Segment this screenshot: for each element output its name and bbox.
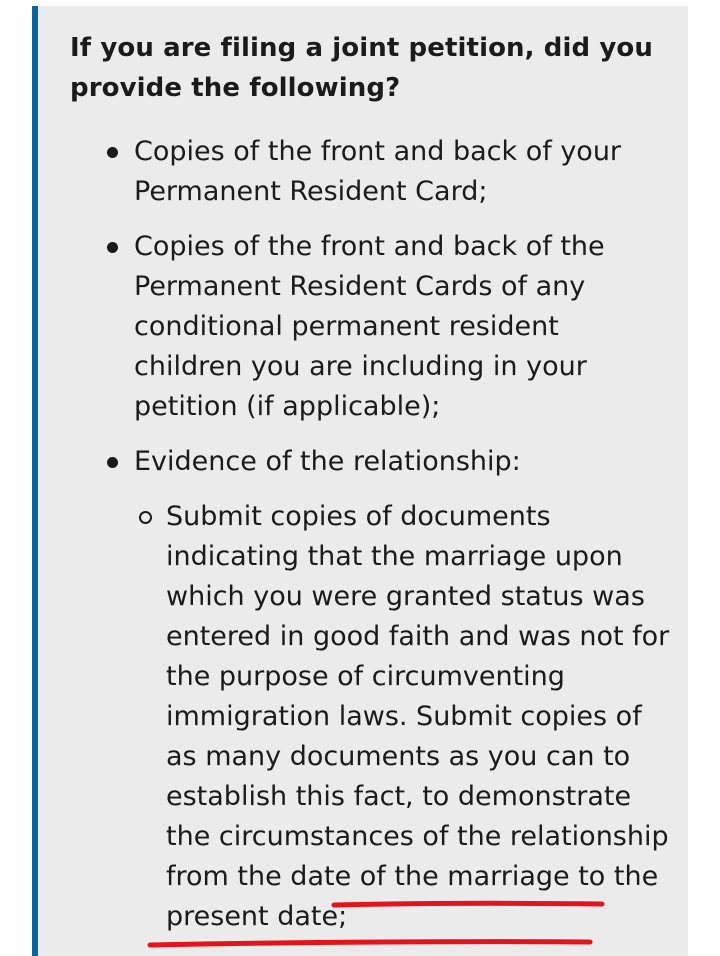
list-item <box>70 132 670 212</box>
sub-list-item-text: Submit copies of documents indicating that the marriage upon which you were granted status was entered in good faith and was not for the purpose of circumventing immigration laws. Submit copies of as many documents as you can to establish this fact, to demonstrate the circumstances of the relationship <box>166 501 678 852</box>
bullet-icon <box>107 147 118 158</box>
sub-list-item <box>134 497 678 937</box>
list-item-text: Copies of the front and back of the Permanent Resident Cards of any conditional permanent resident children you are including in your petition (if applicable); <box>134 231 614 422</box>
bullet-icon <box>107 457 118 468</box>
section-heading: If you are filing a joint petition, did you provide the following? <box>70 33 653 103</box>
list-item <box>70 227 670 427</box>
hollow-bullet-icon <box>139 511 152 524</box>
panel-content <box>70 28 678 952</box>
info-panel <box>32 6 688 956</box>
list-item <box>70 442 678 937</box>
accent-bar <box>32 6 38 956</box>
underlined-text: from the date of the marriage to the present date; <box>166 861 659 932</box>
list-item-text: Copies of the front and back of your Permanent Resident Card; <box>134 136 630 207</box>
sub-list <box>134 497 678 937</box>
bullet-icon <box>107 242 118 253</box>
requirements-list <box>70 132 678 937</box>
list-item-text: Evidence of the relationship: <box>134 446 521 477</box>
